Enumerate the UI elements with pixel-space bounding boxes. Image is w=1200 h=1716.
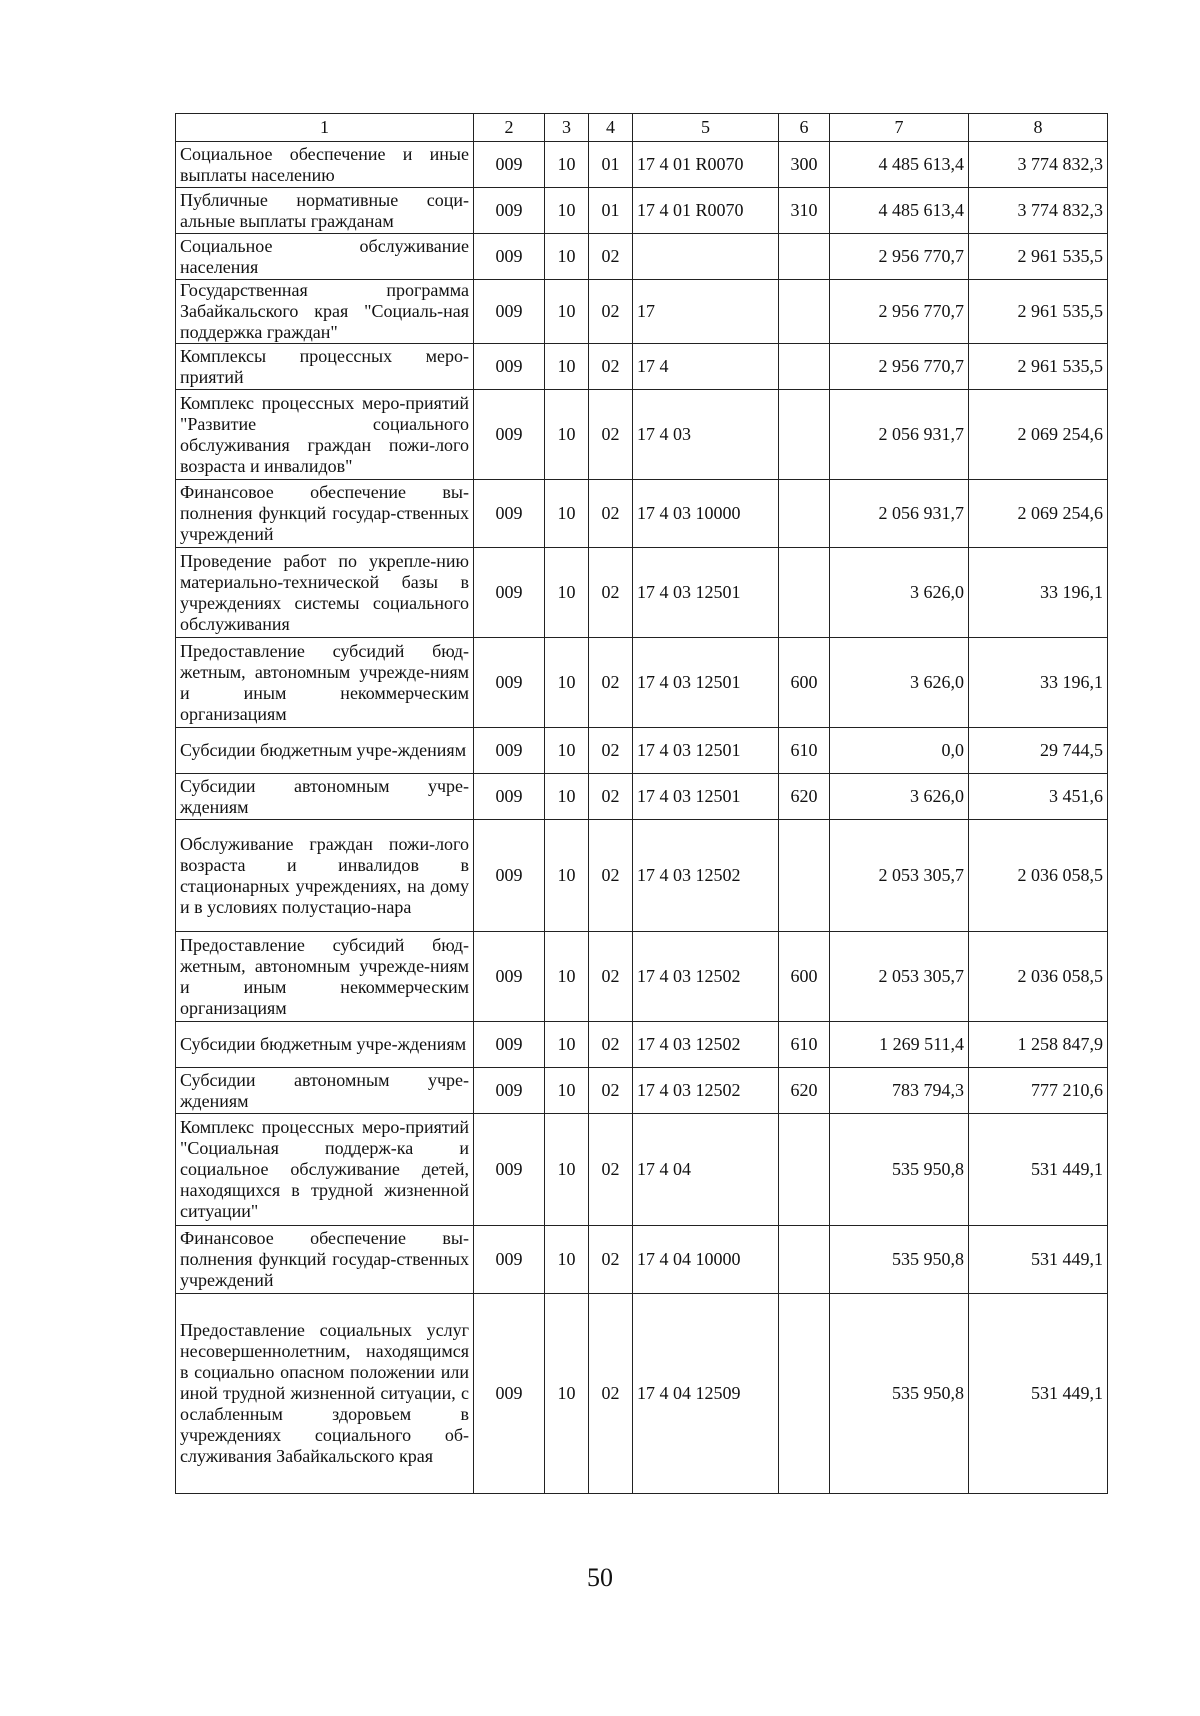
cell-code-main: 009 — [474, 1226, 545, 1294]
cell-amount-year1: 3 626,0 — [830, 548, 969, 638]
cell-target-article: 17 4 — [633, 344, 779, 390]
cell-expense-type — [779, 390, 830, 480]
cell-amount-year2: 531 449,1 — [969, 1226, 1108, 1294]
table-row — [176, 1114, 1108, 1226]
cell-amount-year2: 531 449,1 — [969, 1114, 1108, 1226]
table-row — [176, 548, 1108, 638]
cell-amount-year2: 33 196,1 — [969, 638, 1108, 728]
cell-section: 10 — [545, 1294, 589, 1494]
cell-section: 10 — [545, 1022, 589, 1068]
table-row — [176, 728, 1108, 774]
cell-expense-type: 600 — [779, 638, 830, 728]
cell-amount-year2: 531 449,1 — [969, 1294, 1108, 1494]
cell-amount-year1: 1 269 511,4 — [830, 1022, 969, 1068]
header-col-6: 6 — [779, 114, 830, 142]
cell-amount-year1: 2 053 305,7 — [830, 820, 969, 932]
row-name: Проведение работ по укрепле-нию материально-технической базы в учреждениях системы социального обслуживания — [176, 548, 474, 638]
cell-subsection: 02 — [589, 1226, 633, 1294]
cell-target-article: 17 4 03 10000 — [633, 480, 779, 548]
cell-subsection: 02 — [589, 548, 633, 638]
cell-amount-year2: 2 961 535,5 — [969, 234, 1108, 280]
cell-amount-year2: 2 961 535,5 — [969, 344, 1108, 390]
cell-amount-year1: 535 950,8 — [830, 1294, 969, 1494]
cell-amount-year2: 33 196,1 — [969, 548, 1108, 638]
cell-subsection: 01 — [589, 188, 633, 234]
cell-amount-year1: 0,0 — [830, 728, 969, 774]
row-name: Государственная программа Забайкальского края "Социаль-ная поддержка граждан" — [176, 280, 474, 344]
cell-section: 10 — [545, 728, 589, 774]
table-row — [176, 280, 1108, 344]
table-body — [176, 114, 1108, 1494]
cell-code-main: 009 — [474, 728, 545, 774]
cell-code-main: 009 — [474, 1068, 545, 1114]
cell-code-main: 009 — [474, 774, 545, 820]
row-name: Финансовое обеспечение вы-полнения функций государ-ственных учреждений — [176, 1226, 474, 1294]
row-name: Комплекс процессных меро-приятий "Социальная поддерж-ка и социальное обслуживание детей, находящихся в трудной жизненной ситуации" — [176, 1114, 474, 1226]
cell-subsection: 02 — [589, 820, 633, 932]
cell-amount-year1: 783 794,3 — [830, 1068, 969, 1114]
cell-amount-year2: 3 451,6 — [969, 774, 1108, 820]
cell-subsection: 02 — [589, 480, 633, 548]
cell-target-article: 17 4 01 R0070 — [633, 188, 779, 234]
table-row — [176, 234, 1108, 280]
cell-amount-year2: 2 069 254,6 — [969, 480, 1108, 548]
cell-target-article: 17 4 03 12502 — [633, 1068, 779, 1114]
cell-section: 10 — [545, 1226, 589, 1294]
cell-target-article: 17 4 01 R0070 — [633, 142, 779, 188]
cell-target-article: 17 4 03 12502 — [633, 932, 779, 1022]
cell-section: 10 — [545, 932, 589, 1022]
cell-amount-year1: 4 485 613,4 — [830, 142, 969, 188]
cell-subsection: 02 — [589, 1294, 633, 1494]
row-name: Публичные нормативные соци-альные выплаты гражданам — [176, 188, 474, 234]
cell-code-main: 009 — [474, 188, 545, 234]
cell-expense-type — [779, 480, 830, 548]
row-name: Финансовое обеспечение вы-полнения функций государ-ственных учреждений — [176, 480, 474, 548]
cell-expense-type: 610 — [779, 1022, 830, 1068]
cell-subsection: 02 — [589, 774, 633, 820]
cell-expense-type: 620 — [779, 774, 830, 820]
table-row — [176, 390, 1108, 480]
row-name: Обслуживание граждан пожи-лого возраста и инвалидов в стационарных учреждениях, на дому и в условиях полустацио-нара — [176, 820, 474, 932]
cell-code-main: 009 — [474, 480, 545, 548]
cell-code-main: 009 — [474, 820, 545, 932]
cell-amount-year1: 2 956 770,7 — [830, 280, 969, 344]
header-col-1: 1 — [176, 114, 474, 142]
cell-section: 10 — [545, 280, 589, 344]
cell-target-article: 17 4 04 10000 — [633, 1226, 779, 1294]
row-name: Предоставление субсидий бюд-жетным, автономным учрежде-ниям и иным некоммерческим организациям — [176, 932, 474, 1022]
cell-amount-year1: 4 485 613,4 — [830, 188, 969, 234]
row-name: Предоставление субсидий бюд-жетным, автономным учрежде-ниям и иным некоммерческим организациям — [176, 638, 474, 728]
cell-amount-year2: 2 069 254,6 — [969, 390, 1108, 480]
cell-section: 10 — [545, 188, 589, 234]
cell-code-main: 009 — [474, 638, 545, 728]
cell-subsection: 02 — [589, 344, 633, 390]
cell-expense-type: 610 — [779, 728, 830, 774]
cell-subsection: 02 — [589, 932, 633, 1022]
cell-target-article: 17 4 03 12501 — [633, 728, 779, 774]
table-row — [176, 480, 1108, 548]
table-row — [176, 1226, 1108, 1294]
row-name: Комплексы процессных меро-приятий — [176, 344, 474, 390]
cell-section: 10 — [545, 390, 589, 480]
cell-code-main: 009 — [474, 280, 545, 344]
cell-code-main: 009 — [474, 344, 545, 390]
cell-target-article: 17 4 03 12501 — [633, 548, 779, 638]
cell-amount-year1: 2 956 770,7 — [830, 234, 969, 280]
cell-amount-year2: 2 036 058,5 — [969, 932, 1108, 1022]
cell-amount-year2: 2 961 535,5 — [969, 280, 1108, 344]
table-row — [176, 142, 1108, 188]
cell-section: 10 — [545, 344, 589, 390]
row-name: Социальное обеспечение и иные выплаты населению — [176, 142, 474, 188]
cell-section: 10 — [545, 548, 589, 638]
cell-expense-type: 600 — [779, 932, 830, 1022]
table-header-row — [176, 114, 1108, 142]
cell-subsection: 02 — [589, 390, 633, 480]
cell-amount-year1: 535 950,8 — [830, 1114, 969, 1226]
cell-amount-year1: 3 626,0 — [830, 774, 969, 820]
table-row — [176, 344, 1108, 390]
cell-code-main: 009 — [474, 234, 545, 280]
cell-target-article: 17 4 03 12502 — [633, 1022, 779, 1068]
cell-subsection: 02 — [589, 1022, 633, 1068]
row-name: Субсидии бюджетным учре-ждениям — [176, 728, 474, 774]
cell-section: 10 — [545, 234, 589, 280]
table-row — [176, 820, 1108, 932]
cell-code-main: 009 — [474, 932, 545, 1022]
cell-expense-type — [779, 344, 830, 390]
cell-code-main: 009 — [474, 390, 545, 480]
cell-amount-year1: 2 956 770,7 — [830, 344, 969, 390]
cell-code-main: 009 — [474, 1114, 545, 1226]
cell-code-main: 009 — [474, 1022, 545, 1068]
row-name: Комплекс процессных меро-приятий "Развитие социального обслуживания граждан пожи-лого возраста и инвалидов" — [176, 390, 474, 480]
header-col-3: 3 — [545, 114, 589, 142]
cell-amount-year2: 2 036 058,5 — [969, 820, 1108, 932]
cell-target-article: 17 4 03 — [633, 390, 779, 480]
page-number: 50 — [587, 1563, 613, 1592]
cell-target-article: 17 4 04 — [633, 1114, 779, 1226]
cell-section: 10 — [545, 638, 589, 728]
cell-section: 10 — [545, 1114, 589, 1226]
cell-section: 10 — [545, 1068, 589, 1114]
cell-expense-type: 300 — [779, 142, 830, 188]
cell-target-article: 17 4 03 12502 — [633, 820, 779, 932]
header-col-5: 5 — [633, 114, 779, 142]
cell-expense-type — [779, 1226, 830, 1294]
cell-section: 10 — [545, 820, 589, 932]
table-row — [176, 1294, 1108, 1494]
header-col-8: 8 — [969, 114, 1108, 142]
cell-amount-year1: 3 626,0 — [830, 638, 969, 728]
cell-section: 10 — [545, 142, 589, 188]
cell-expense-type — [779, 280, 830, 344]
cell-subsection: 02 — [589, 1114, 633, 1226]
cell-amount-year2: 1 258 847,9 — [969, 1022, 1108, 1068]
cell-amount-year1: 535 950,8 — [830, 1226, 969, 1294]
table-row — [176, 932, 1108, 1022]
cell-amount-year1: 2 056 931,7 — [830, 480, 969, 548]
cell-target-article: 17 4 03 12501 — [633, 638, 779, 728]
header-col-7: 7 — [830, 114, 969, 142]
cell-code-main: 009 — [474, 548, 545, 638]
row-name: Субсидии автономным учре-ждениям — [176, 1068, 474, 1114]
cell-code-main: 009 — [474, 1294, 545, 1494]
table-row — [176, 188, 1108, 234]
cell-amount-year2: 3 774 832,3 — [969, 142, 1108, 188]
cell-section: 10 — [545, 774, 589, 820]
cell-target-article — [633, 234, 779, 280]
cell-subsection: 02 — [589, 728, 633, 774]
cell-target-article: 17 4 04 12509 — [633, 1294, 779, 1494]
header-col-4: 4 — [589, 114, 633, 142]
cell-subsection: 02 — [589, 1068, 633, 1114]
cell-expense-type — [779, 234, 830, 280]
cell-target-article: 17 4 03 12501 — [633, 774, 779, 820]
budget-table — [175, 113, 1108, 1494]
cell-amount-year2: 3 774 832,3 — [969, 188, 1108, 234]
cell-target-article: 17 — [633, 280, 779, 344]
cell-expense-type — [779, 1114, 830, 1226]
cell-expense-type — [779, 820, 830, 932]
cell-subsection: 01 — [589, 142, 633, 188]
row-name: Предоставление социальных услуг несовершеннолетним, находящимся в социально опасном положении или иной трудной жизненной ситуации, с ослабленным здоровьем в учреждениях социального об-служивания Забайкальского края — [176, 1294, 474, 1494]
cell-amount-year1: 2 053 305,7 — [830, 932, 969, 1022]
row-name: Субсидии автономным учре-ждениям — [176, 774, 474, 820]
cell-expense-type: 620 — [779, 1068, 830, 1114]
row-name: Социальное обслуживание населения — [176, 234, 474, 280]
cell-expense-type — [779, 1294, 830, 1494]
table-row — [176, 1022, 1108, 1068]
table-row — [176, 1068, 1108, 1114]
cell-expense-type — [779, 548, 830, 638]
row-name: Субсидии бюджетным учре-ждениям — [176, 1022, 474, 1068]
cell-amount-year2: 777 210,6 — [969, 1068, 1108, 1114]
cell-amount-year1: 2 056 931,7 — [830, 390, 969, 480]
header-col-2: 2 — [474, 114, 545, 142]
cell-code-main: 009 — [474, 142, 545, 188]
cell-section: 10 — [545, 480, 589, 548]
cell-subsection: 02 — [589, 234, 633, 280]
cell-amount-year2: 29 744,5 — [969, 728, 1108, 774]
cell-subsection: 02 — [589, 638, 633, 728]
cell-subsection: 02 — [589, 280, 633, 344]
table-row — [176, 638, 1108, 728]
table-row — [176, 774, 1108, 820]
cell-expense-type: 310 — [779, 188, 830, 234]
